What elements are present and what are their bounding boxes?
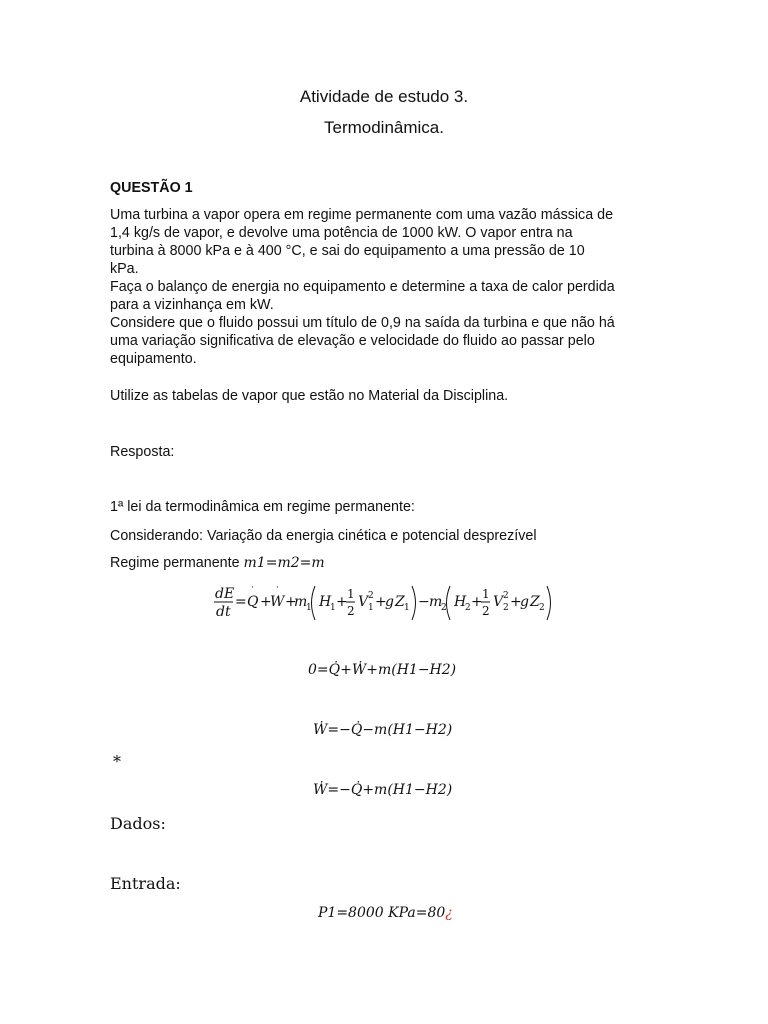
svg-text:+: + bbox=[260, 594, 272, 610]
svg-text:2: 2 bbox=[441, 603, 447, 613]
doc-title: Atividade de estudo 3. bbox=[299, 87, 469, 106]
svg-text:2: 2 bbox=[368, 591, 374, 601]
svg-text:Z: Z bbox=[395, 594, 405, 610]
paragraph-line: kPa. bbox=[110, 261, 139, 277]
svg-text:2: 2 bbox=[539, 603, 545, 613]
work-equation: Ẇ=−Q̇−m(H1−H2) bbox=[313, 722, 453, 738]
svg-text:1: 1 bbox=[404, 603, 410, 613]
first-law-line: 1ª lei da termodinâmica em regime permanente: bbox=[110, 499, 415, 515]
svg-text:2: 2 bbox=[465, 603, 471, 613]
svg-text:+: + bbox=[510, 594, 522, 610]
svg-text:V: V bbox=[358, 594, 369, 610]
paragraph-line: uma variação significativa de elevação e velocidade do fluido ao passar pelo bbox=[110, 333, 595, 349]
steady-state-balance-equation: 0=Q̇+Ẇ+m(H1−H2) bbox=[308, 662, 457, 678]
svg-text:2: 2 bbox=[347, 604, 355, 618]
asterisk-mark: * bbox=[113, 752, 121, 771]
svg-text:g: g bbox=[520, 594, 529, 610]
svg-text:dt: dt bbox=[216, 604, 231, 620]
svg-text:1: 1 bbox=[482, 587, 490, 601]
svg-text:2: 2 bbox=[482, 604, 490, 618]
paragraph-line: Considere que o fluido possui um título de 0,9 na saída da turbina e que não há bbox=[110, 315, 615, 331]
svg-text:m: m bbox=[429, 594, 443, 610]
answer-label: Resposta: bbox=[110, 444, 175, 460]
svg-text:2: 2 bbox=[503, 603, 509, 613]
svg-text:m: m bbox=[294, 594, 308, 610]
energy-balance-equation bbox=[205, 580, 565, 626]
svg-text:Q: Q bbox=[247, 594, 259, 610]
steady-state-label: Regime permanente bbox=[110, 555, 240, 571]
svg-text:1: 1 bbox=[368, 603, 374, 613]
svg-text:1: 1 bbox=[347, 587, 355, 601]
inlet-pressure-equation bbox=[318, 905, 453, 921]
svg-text:H: H bbox=[319, 594, 332, 610]
svg-text:W: W bbox=[270, 594, 285, 610]
svg-text:+: + bbox=[471, 594, 483, 610]
svg-text:V: V bbox=[493, 594, 504, 610]
paragraph-line: equipamento. bbox=[110, 351, 197, 367]
svg-text:g: g bbox=[385, 594, 394, 610]
svg-text:H: H bbox=[454, 594, 467, 610]
steady-state-equation: m1=m2=m bbox=[243, 555, 325, 571]
svg-text:1: 1 bbox=[330, 603, 336, 613]
svg-text:˙: ˙ bbox=[274, 586, 279, 597]
invalid-glyph: ¿ bbox=[445, 905, 453, 921]
question-paragraph bbox=[110, 206, 670, 368]
doc-subtitle: Termodinâmica. bbox=[324, 118, 444, 137]
data-heading: Dados: bbox=[110, 814, 166, 833]
considering-line: Considerando: Variação da energia cinética e potencial desprezível bbox=[110, 528, 537, 544]
inlet-heading: Entrada: bbox=[110, 874, 181, 893]
work-equation-corrected: Ẇ=−Q̇+m(H1−H2) bbox=[313, 782, 453, 798]
svg-text:˙: ˙ bbox=[249, 586, 254, 597]
inlet-pressure-text: P1=8000 KPa=80 bbox=[318, 905, 446, 921]
question-heading: QUESTÃO 1 bbox=[110, 180, 193, 196]
paragraph-line: Faça o balanço de energia no equipamento e determine a taxa de calor perdida bbox=[110, 279, 615, 295]
paragraph-line: para a vizinhança em kW. bbox=[110, 297, 274, 313]
steady-state-line bbox=[110, 554, 670, 572]
paragraph-line: 1,4 kg/s de vapor, e devolve uma potência de 1000 kW. O vapor entra na bbox=[110, 225, 573, 241]
svg-text:Z: Z bbox=[530, 594, 540, 610]
svg-text:1: 1 bbox=[306, 603, 312, 613]
tables-note: Utilize as tabelas de vapor que estão no Material da Disciplina. bbox=[110, 388, 509, 404]
svg-text:−: − bbox=[418, 594, 430, 610]
svg-text:+: + bbox=[336, 594, 348, 610]
svg-text:+: + bbox=[375, 594, 387, 610]
paragraph-line: turbina à 8000 kPa e à 400 °C, e sai do equipamento a uma pressão de 10 bbox=[110, 243, 585, 259]
svg-text:2: 2 bbox=[503, 591, 509, 601]
paragraph-line: Uma turbina a vapor opera em regime permanente com uma vazão mássica de bbox=[110, 207, 614, 223]
svg-text:dE: dE bbox=[215, 586, 235, 602]
svg-text:=: = bbox=[235, 594, 247, 610]
svg-text:+: + bbox=[285, 594, 297, 610]
